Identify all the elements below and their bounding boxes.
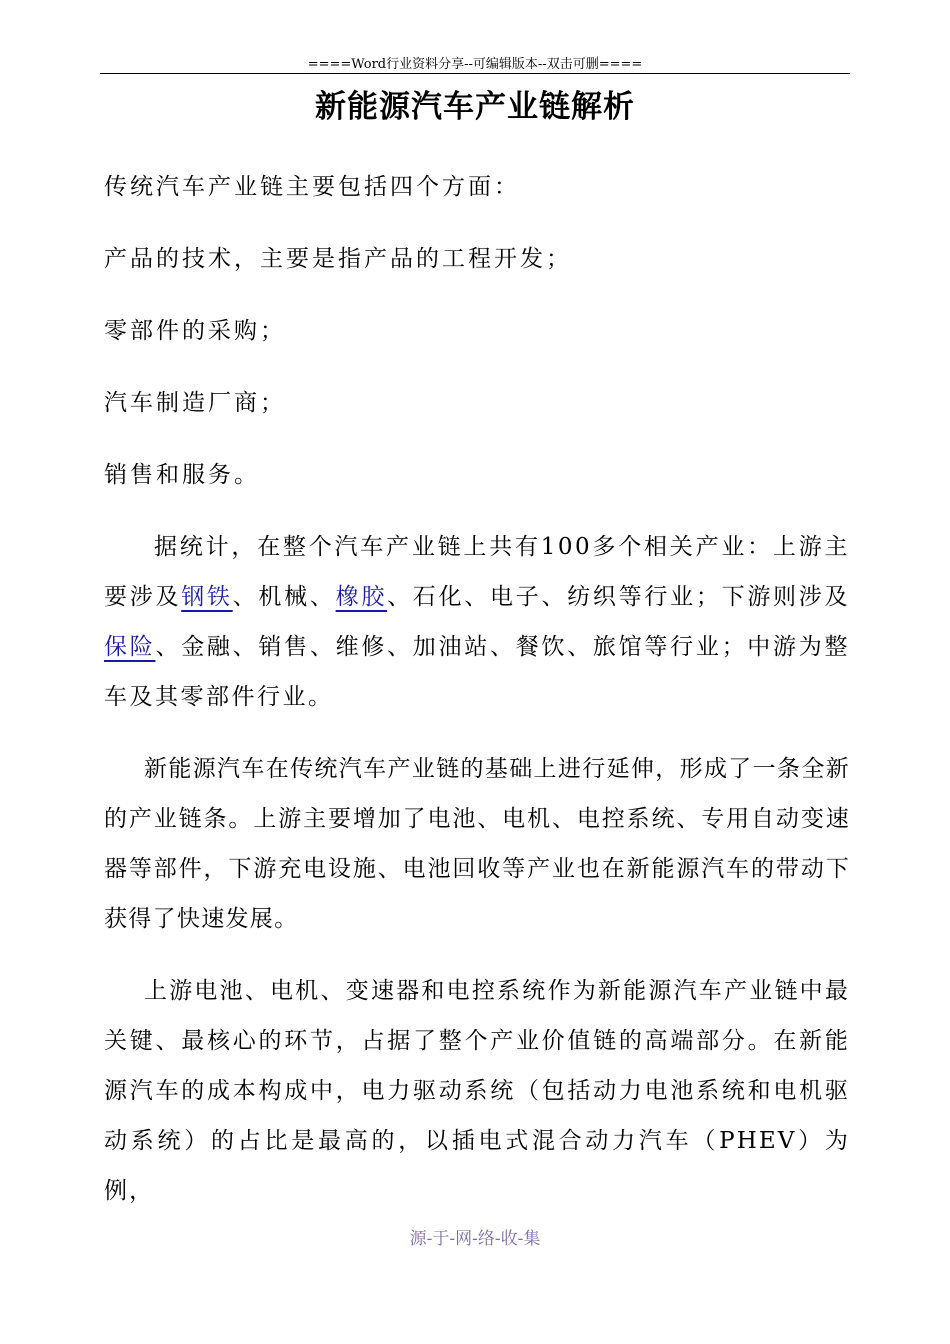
paragraph-text: 、金融、销售、维修、加油站、餐饮、旅馆等行业；中游为整车及其零部件行业。 (104, 634, 851, 710)
header-divider (100, 73, 850, 74)
paragraph-industry-stats (104, 522, 850, 722)
document-title: 新能源汽车产业链解析 (315, 89, 635, 125)
list-item: 汽车制造厂商； (104, 390, 286, 416)
paragraph-text: 、石化、电子、纺织等行业；下游则涉及 (387, 584, 851, 610)
paragraph-text: 据统计，在整个汽车产业链上共有100多个相关产业：上游主要涉及 (104, 534, 850, 610)
header-note: ====Word行业资料分享--可编辑版本--双击可删==== (307, 57, 643, 72)
list-intro: 传统汽车产业链主要包括四个方面： (104, 174, 520, 200)
list-item: 零部件的采购； (104, 318, 286, 344)
link-rubber[interactable]: 橡胶 (335, 584, 388, 610)
list-item: 产品的技术，主要是指产品的工程开发； (104, 246, 572, 272)
link-steel[interactable]: 钢铁 (181, 584, 233, 610)
paragraph-upstream-core: 上游电池、电机、变速器和电控系统作为新能源汽车产业链中最关键、最核心的环节，占据了整个产业价值链的高端部分。在新能源汽车的成本构成中，电力驱动系统（包括动力电池系统和电机驱动系统）的占比是最高的，以插电式混合动力汽车（PHEV）为例， (104, 978, 850, 1204)
paragraph-text: 、机械、 (232, 584, 336, 610)
link-insurance[interactable]: 保险 (104, 634, 156, 660)
footer-source: 源-于-网-络-收-集 (409, 1229, 541, 1249)
list-item: 销售和服务。 (104, 462, 260, 488)
paragraph-new-energy-chain: 新能源汽车在传统汽车产业链的基础上进行延伸，形成了一条全新的产业链条。上游主要增加了电池、电机、电控系统、专用自动变速器等部件，下游充电设施、电池回收等产业也在新能源汽车的带动下获得了快速发展。 (104, 756, 850, 932)
